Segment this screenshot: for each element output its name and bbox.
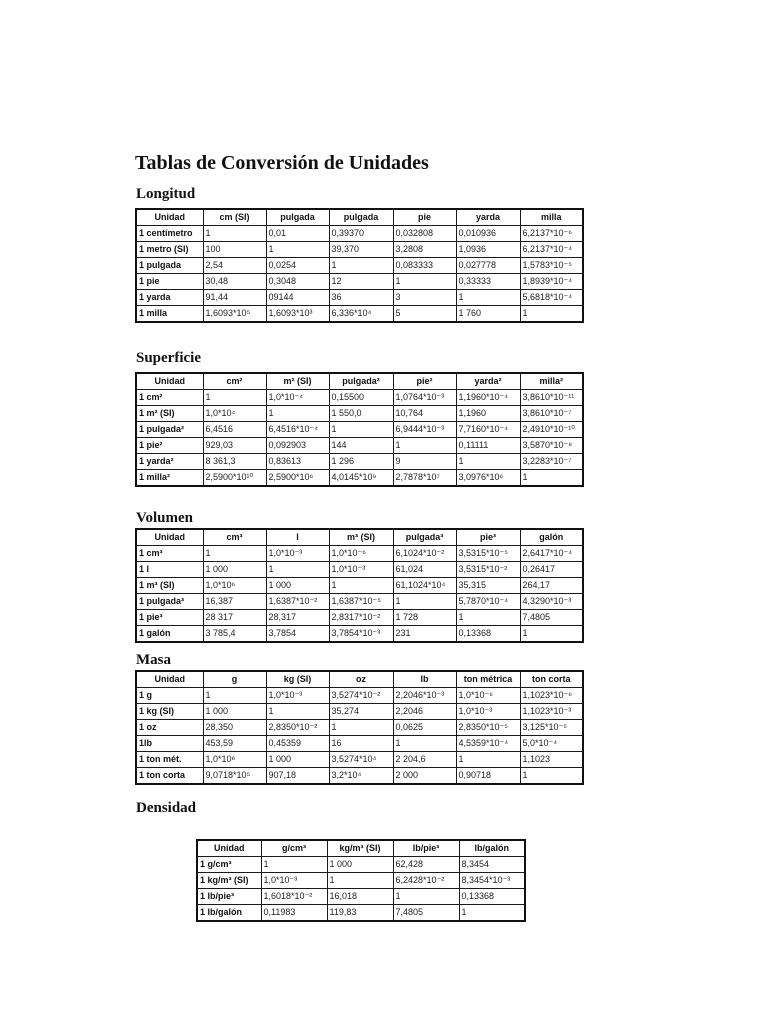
value-cell: 28,350 bbox=[203, 720, 266, 736]
value-cell: 4,5359*10⁻⁴ bbox=[456, 736, 520, 752]
table-row bbox=[136, 422, 583, 438]
value-cell: 4,3290*10⁻³ bbox=[520, 594, 583, 610]
value-cell: 3,5315*10⁻² bbox=[456, 562, 520, 578]
value-cell: 2,8350*10⁻² bbox=[266, 720, 329, 736]
value-cell: 10,764 bbox=[393, 406, 456, 422]
table-row bbox=[197, 857, 525, 873]
value-cell: 1,5783*10⁻⁵ bbox=[520, 258, 583, 274]
table-row bbox=[136, 768, 583, 785]
value-cell: 1,0*10⁻³ bbox=[266, 688, 329, 704]
column-header: l bbox=[266, 529, 329, 546]
value-cell: 09144 bbox=[266, 290, 329, 306]
value-cell: 61,1024*10⁴ bbox=[393, 578, 456, 594]
value-cell: 6,1024*10⁻² bbox=[393, 546, 456, 562]
table-row bbox=[136, 274, 583, 290]
value-cell: 1,0764*10⁻³ bbox=[393, 390, 456, 406]
row-label-cell: 1 g bbox=[136, 688, 203, 704]
value-cell: 3 785,4 bbox=[203, 626, 266, 643]
row-label-cell: 1 ton corta bbox=[136, 768, 203, 785]
value-cell: 6,4516 bbox=[203, 422, 266, 438]
column-header: ton corta bbox=[520, 671, 583, 688]
row-label-cell: 1 pulgada bbox=[136, 258, 203, 274]
row-label-cell: 1 l bbox=[136, 562, 203, 578]
table-row bbox=[136, 470, 583, 487]
value-cell: 1 bbox=[266, 242, 329, 258]
value-cell: 1,0*10⁻³ bbox=[456, 704, 520, 720]
value-cell: 1 bbox=[520, 626, 583, 643]
value-cell: 0,0254 bbox=[266, 258, 329, 274]
value-cell: 1 550,0 bbox=[329, 406, 393, 422]
row-label-cell: 1 oz bbox=[136, 720, 203, 736]
row-label-cell: 1 centímetro bbox=[136, 226, 203, 242]
value-cell: 3,2283*10⁻⁷ bbox=[520, 454, 583, 470]
column-header: galón bbox=[520, 529, 583, 546]
value-cell: 3,5274*10⁴ bbox=[329, 752, 393, 768]
row-label-cell: 1lb bbox=[136, 736, 203, 752]
column-header: pulgada bbox=[329, 209, 393, 226]
value-cell: 1 bbox=[393, 736, 456, 752]
value-cell: 16,018 bbox=[327, 889, 393, 905]
column-header: pie bbox=[393, 209, 456, 226]
value-cell: 6,336*10⁴ bbox=[329, 306, 393, 323]
section-title-longitud: Longitud bbox=[136, 186, 196, 202]
value-cell: 1,0*10⁶ bbox=[203, 752, 266, 768]
value-cell: 1 bbox=[459, 905, 525, 922]
table-header-row bbox=[197, 840, 525, 857]
table-row bbox=[136, 226, 583, 242]
value-cell: 1 bbox=[393, 594, 456, 610]
value-cell: 1,1960 bbox=[456, 406, 520, 422]
value-cell: 0,45359 bbox=[266, 736, 329, 752]
value-cell: 1 bbox=[456, 454, 520, 470]
value-cell: 1 bbox=[329, 422, 393, 438]
table-row bbox=[197, 905, 525, 922]
row-label-cell: 1 yarda² bbox=[136, 454, 203, 470]
value-cell: 16 bbox=[329, 736, 393, 752]
column-header: milla² bbox=[520, 373, 583, 390]
column-header: Unidad bbox=[136, 209, 203, 226]
value-cell: 1 bbox=[266, 562, 329, 578]
table-row bbox=[136, 242, 583, 258]
value-cell: 6,4516*10⁻⁴ bbox=[266, 422, 329, 438]
table-row bbox=[136, 578, 583, 594]
value-cell: 1 bbox=[393, 274, 456, 290]
value-cell: 1 296 bbox=[329, 454, 393, 470]
value-cell: 100 bbox=[203, 242, 266, 258]
value-cell: 2,54 bbox=[203, 258, 266, 274]
value-cell: 3,7854 bbox=[266, 626, 329, 643]
section-title-volumen: Volumen bbox=[136, 510, 193, 526]
row-label-cell: 1 g/cm³ bbox=[197, 857, 261, 873]
value-cell: 3,0976*10⁶ bbox=[456, 470, 520, 487]
value-cell: 8 361,3 bbox=[203, 454, 266, 470]
value-cell: 16,387 bbox=[203, 594, 266, 610]
value-cell: 35,315 bbox=[456, 578, 520, 594]
value-cell: 1,1023 bbox=[520, 752, 583, 768]
table-masa bbox=[135, 670, 584, 785]
page-title: Tablas de Conversión de Unidades bbox=[135, 152, 429, 174]
value-cell: 1,0*10⁻³ bbox=[266, 546, 329, 562]
value-cell: 1 000 bbox=[266, 752, 329, 768]
column-header: lb bbox=[393, 671, 456, 688]
value-cell: 0,11983 bbox=[261, 905, 327, 922]
value-cell: 0,010936 bbox=[456, 226, 520, 242]
value-cell: 7,7160*10⁻⁴ bbox=[456, 422, 520, 438]
value-cell: 5 bbox=[393, 306, 456, 323]
table-densidad bbox=[196, 839, 526, 922]
value-cell: 2 000 bbox=[393, 768, 456, 785]
table-row bbox=[136, 454, 583, 470]
value-cell: 1,0936 bbox=[456, 242, 520, 258]
value-cell: 1 bbox=[266, 406, 329, 422]
value-cell: 1,8939*10⁻⁴ bbox=[520, 274, 583, 290]
value-cell: 3,2808 bbox=[393, 242, 456, 258]
value-cell: 3 bbox=[393, 290, 456, 306]
column-header: kg/m³ (SI) bbox=[327, 840, 393, 857]
value-cell: 1,0*10⁻⁴ bbox=[266, 390, 329, 406]
table-longitud bbox=[135, 208, 584, 323]
value-cell: 1 bbox=[327, 873, 393, 889]
value-cell: 0,15500 bbox=[329, 390, 393, 406]
value-cell: 2,8317*10⁻² bbox=[329, 610, 393, 626]
table-row bbox=[136, 258, 583, 274]
value-cell: 5,7870*10⁻⁴ bbox=[456, 594, 520, 610]
section-title-densidad: Densidad bbox=[136, 800, 197, 816]
value-cell: 0,39370 bbox=[329, 226, 393, 242]
value-cell: 2,4910*10⁻¹⁰ bbox=[520, 422, 583, 438]
value-cell: 1,6093*10³ bbox=[266, 306, 329, 323]
value-cell: 1 bbox=[456, 752, 520, 768]
value-cell: 1 bbox=[520, 768, 583, 785]
row-label-cell: 1 lb/galón bbox=[197, 905, 261, 922]
value-cell: 1,0*10⁴ bbox=[203, 406, 266, 422]
column-header: kg (SI) bbox=[266, 671, 329, 688]
value-cell: 12 bbox=[329, 274, 393, 290]
value-cell: 0,26417 bbox=[520, 562, 583, 578]
value-cell: 453,59 bbox=[203, 736, 266, 752]
row-label-cell: 1 cm³ bbox=[136, 546, 203, 562]
row-label-cell: 1 pulgada² bbox=[136, 422, 203, 438]
value-cell: 1 bbox=[266, 704, 329, 720]
value-cell: 35,274 bbox=[329, 704, 393, 720]
table-row bbox=[197, 889, 525, 905]
value-cell: 9,0718*10⁵ bbox=[203, 768, 266, 785]
value-cell: 5,0*10⁻⁴ bbox=[520, 736, 583, 752]
value-cell: 8,3454 bbox=[459, 857, 525, 873]
value-cell: 6,9444*10⁻³ bbox=[393, 422, 456, 438]
column-header: oz bbox=[329, 671, 393, 688]
row-label-cell: 1 milla² bbox=[136, 470, 203, 487]
value-cell: 1 000 bbox=[203, 704, 266, 720]
value-cell: 39,370 bbox=[329, 242, 393, 258]
value-cell: 0,83613 bbox=[266, 454, 329, 470]
value-cell: 0,01 bbox=[266, 226, 329, 242]
row-label-cell: 1 pie² bbox=[136, 438, 203, 454]
table-header-row bbox=[136, 671, 583, 688]
value-cell: 3,8610*10⁻⁷ bbox=[520, 406, 583, 422]
value-cell: 0,083333 bbox=[393, 258, 456, 274]
row-label-cell: 1 milla bbox=[136, 306, 203, 323]
row-label-cell: 1 ton mét. bbox=[136, 752, 203, 768]
value-cell: 0,092903 bbox=[266, 438, 329, 454]
value-cell: 0,032808 bbox=[393, 226, 456, 242]
column-header: ton métrica bbox=[456, 671, 520, 688]
table-row bbox=[136, 306, 583, 323]
value-cell: 1 728 bbox=[393, 610, 456, 626]
value-cell: 62,428 bbox=[393, 857, 459, 873]
value-cell: 144 bbox=[329, 438, 393, 454]
table-header-row bbox=[136, 529, 583, 546]
value-cell: 1,6018*10⁻² bbox=[261, 889, 327, 905]
value-cell: 61,024 bbox=[393, 562, 456, 578]
table-row bbox=[136, 752, 583, 768]
table-row bbox=[136, 626, 583, 643]
column-header: Unidad bbox=[136, 373, 203, 390]
table-header-row bbox=[136, 209, 583, 226]
value-cell: 2,8350*10⁻⁵ bbox=[456, 720, 520, 736]
value-cell: 264,17 bbox=[520, 578, 583, 594]
column-header: Unidad bbox=[136, 529, 203, 546]
row-label-cell: 1 metro (SI) bbox=[136, 242, 203, 258]
value-cell: 28,317 bbox=[266, 610, 329, 626]
value-cell: 7,4805 bbox=[393, 905, 459, 922]
row-label-cell: 1 cm² bbox=[136, 390, 203, 406]
value-cell: 6,2137*10⁻⁶ bbox=[520, 226, 583, 242]
table-row bbox=[136, 390, 583, 406]
row-label-cell: 1 kg/m³ (SI) bbox=[197, 873, 261, 889]
value-cell: 1 bbox=[203, 546, 266, 562]
value-cell: 1 000 bbox=[266, 578, 329, 594]
column-header: pulgada³ bbox=[393, 529, 456, 546]
value-cell: 929,03 bbox=[203, 438, 266, 454]
table-row bbox=[136, 594, 583, 610]
value-cell: 2,5900*10⁶ bbox=[266, 470, 329, 487]
value-cell: 1 bbox=[393, 438, 456, 454]
column-header: g bbox=[203, 671, 266, 688]
value-cell: 0,027778 bbox=[456, 258, 520, 274]
value-cell: 3,5274*10⁻² bbox=[329, 688, 393, 704]
value-cell: 2,2046 bbox=[393, 704, 456, 720]
value-cell: 1,6387*10⁻² bbox=[266, 594, 329, 610]
value-cell: 1 000 bbox=[327, 857, 393, 873]
value-cell: 3,5315*10⁻⁵ bbox=[456, 546, 520, 562]
value-cell: 0,90718 bbox=[456, 768, 520, 785]
table-row bbox=[136, 736, 583, 752]
column-header: cm³ bbox=[203, 529, 266, 546]
column-header: pulgada² bbox=[329, 373, 393, 390]
row-label-cell: 1 yarda bbox=[136, 290, 203, 306]
column-header: g/cm³ bbox=[261, 840, 327, 857]
column-header: milla bbox=[520, 209, 583, 226]
table-row bbox=[136, 546, 583, 562]
value-cell: 2,2046*10⁻³ bbox=[393, 688, 456, 704]
value-cell: 28 317 bbox=[203, 610, 266, 626]
column-header: cm² bbox=[203, 373, 266, 390]
table-row bbox=[136, 610, 583, 626]
column-header: cm (SI) bbox=[203, 209, 266, 226]
value-cell: 8,3454*10⁻³ bbox=[459, 873, 525, 889]
row-label-cell: 1 m² (SI) bbox=[136, 406, 203, 422]
row-label-cell: 1 lb/pie³ bbox=[197, 889, 261, 905]
value-cell: 1,0*10⁻⁶ bbox=[329, 546, 393, 562]
value-cell: 1 000 bbox=[203, 562, 266, 578]
column-header: yarda bbox=[456, 209, 520, 226]
table-superficie bbox=[135, 372, 584, 487]
table-row bbox=[136, 290, 583, 306]
value-cell: 91,44 bbox=[203, 290, 266, 306]
value-cell: 1,6093*10⁵ bbox=[203, 306, 266, 323]
column-header: Unidad bbox=[197, 840, 261, 857]
row-label-cell: 1 kg (SI) bbox=[136, 704, 203, 720]
value-cell: 0,13368 bbox=[456, 626, 520, 643]
value-cell: 6,2428*10⁻² bbox=[393, 873, 459, 889]
value-cell: 2,5900*10¹⁰ bbox=[203, 470, 266, 487]
table-row bbox=[136, 438, 583, 454]
value-cell: 1 bbox=[456, 290, 520, 306]
value-cell: 2,7878*10⁷ bbox=[393, 470, 456, 487]
section-title-superficie: Superficie bbox=[136, 350, 201, 366]
value-cell: 1 bbox=[329, 258, 393, 274]
row-label-cell: 1 pulgada³ bbox=[136, 594, 203, 610]
row-label-cell: 1 pie bbox=[136, 274, 203, 290]
value-cell: 119,83 bbox=[327, 905, 393, 922]
column-header: pie² bbox=[393, 373, 456, 390]
table-header-row bbox=[136, 373, 583, 390]
value-cell: 0,13368 bbox=[459, 889, 525, 905]
value-cell: 1,0*10⁻³ bbox=[329, 562, 393, 578]
value-cell: 3,125*10⁻⁵ bbox=[520, 720, 583, 736]
value-cell: 907,18 bbox=[266, 768, 329, 785]
value-cell: 1 bbox=[329, 720, 393, 736]
value-cell: 1,0*10⁶ bbox=[203, 578, 266, 594]
column-header: m³ (SI) bbox=[329, 529, 393, 546]
value-cell: 231 bbox=[393, 626, 456, 643]
value-cell: 1,1960*10⁻⁴ bbox=[456, 390, 520, 406]
column-header: lb/pie³ bbox=[393, 840, 459, 857]
table-row bbox=[136, 688, 583, 704]
value-cell: 2,6417*10⁻⁴ bbox=[520, 546, 583, 562]
value-cell: 1,1023*10⁻⁶ bbox=[520, 688, 583, 704]
row-label-cell: 1 galón bbox=[136, 626, 203, 643]
value-cell: 9 bbox=[393, 454, 456, 470]
value-cell: 4,0145*10⁹ bbox=[329, 470, 393, 487]
value-cell: 3,2*10⁴ bbox=[329, 768, 393, 785]
column-header: m² (SI) bbox=[266, 373, 329, 390]
value-cell: 7,4805 bbox=[520, 610, 583, 626]
value-cell: 3,7854*10⁻³ bbox=[329, 626, 393, 643]
value-cell: 0,33333 bbox=[456, 274, 520, 290]
section-title-masa: Masa bbox=[136, 652, 171, 668]
column-header: yarda² bbox=[456, 373, 520, 390]
value-cell: 1,6387*10⁻⁵ bbox=[329, 594, 393, 610]
value-cell: 36 bbox=[329, 290, 393, 306]
value-cell: 1 bbox=[393, 889, 459, 905]
value-cell: 0,0625 bbox=[393, 720, 456, 736]
row-label-cell: 1 m³ (SI) bbox=[136, 578, 203, 594]
value-cell: 1 bbox=[329, 578, 393, 594]
value-cell: 1 bbox=[203, 688, 266, 704]
value-cell: 1 bbox=[203, 226, 266, 242]
value-cell: 2 204,6 bbox=[393, 752, 456, 768]
value-cell: 1,0*10⁻³ bbox=[261, 873, 327, 889]
column-header: lb/galón bbox=[459, 840, 525, 857]
value-cell: 5,6818*10⁻⁴ bbox=[520, 290, 583, 306]
value-cell: 0,11111 bbox=[456, 438, 520, 454]
table-row bbox=[136, 562, 583, 578]
value-cell: 1 bbox=[203, 390, 266, 406]
value-cell: 1 bbox=[261, 857, 327, 873]
column-header: pie³ bbox=[456, 529, 520, 546]
table-row bbox=[136, 406, 583, 422]
table-row bbox=[197, 873, 525, 889]
value-cell: 6,2137*10⁻⁴ bbox=[520, 242, 583, 258]
value-cell: 1 bbox=[456, 610, 520, 626]
value-cell: 1 760 bbox=[456, 306, 520, 323]
value-cell: 3,8610*10⁻¹¹ bbox=[520, 390, 583, 406]
value-cell: 1 bbox=[520, 306, 583, 323]
table-volumen bbox=[135, 528, 584, 643]
value-cell: 1 bbox=[520, 470, 583, 487]
value-cell: 30,48 bbox=[203, 274, 266, 290]
value-cell: 1,0*10⁻⁶ bbox=[456, 688, 520, 704]
table-row bbox=[136, 720, 583, 736]
column-header: pulgada bbox=[266, 209, 329, 226]
value-cell: 3,5870*10⁻⁸ bbox=[520, 438, 583, 454]
table-row bbox=[136, 704, 583, 720]
value-cell: 1,1023*10⁻³ bbox=[520, 704, 583, 720]
column-header: Unidad bbox=[136, 671, 203, 688]
row-label-cell: 1 pie³ bbox=[136, 610, 203, 626]
value-cell: 0,3048 bbox=[266, 274, 329, 290]
